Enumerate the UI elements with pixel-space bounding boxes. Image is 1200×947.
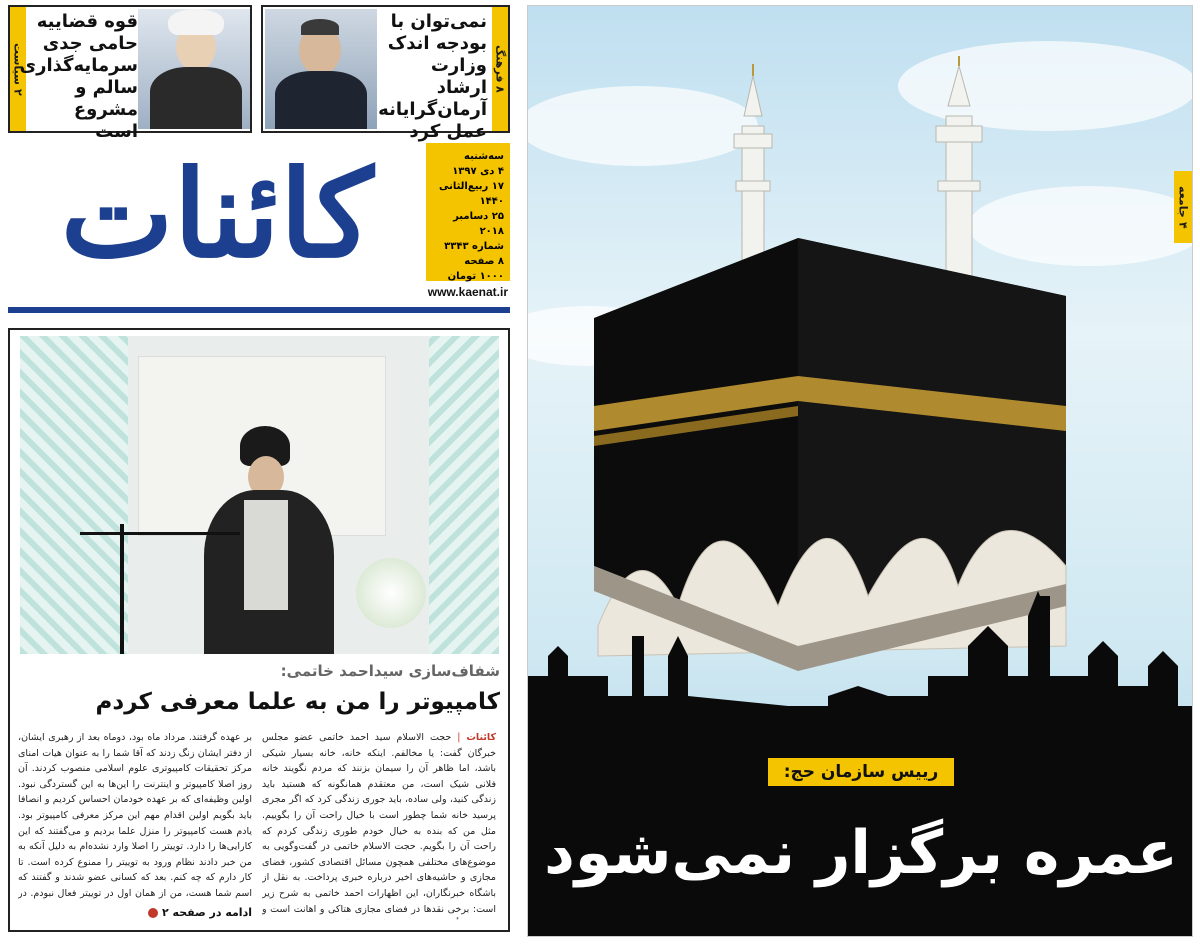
section-tag-label: فرهنگ (493, 44, 507, 83)
byline-bar: | (451, 732, 461, 743)
photo-pattern-right (429, 336, 499, 654)
lead-headline[interactable]: کامپیوتر را من به علما معرفی کردم (95, 689, 500, 715)
section-tag-label: سیاست (11, 42, 25, 85)
section-tag-page: ۴ (1176, 221, 1190, 229)
date-line: ۱۰۰۰ تومان (447, 271, 504, 282)
lead-column-right (262, 730, 496, 920)
cover-headline[interactable]: عمره برگزار نمی‌شود (544, 818, 1178, 888)
date-line: ۱۷ ربیع‌الثانی ۱۴۴۰ (438, 181, 504, 207)
lead-body: حجت الاسلام سید احمد خاتمی عضو مجلس خبرگان گفت: یا مخالفم. اینکه خانه، خانه بسیار شیکی باشد، اما ظاهر آن را سیمان بزنند که مردم نگویند خانه فلانی شیک است، من معتقدم همانگونه که هستید باید زندگی کنید، ولی ساده، باید جوری زندگی کرد که اگر مجری پرسید خانه شما چطور است با خیال راحت آن را بگوییم. مثل من که بنده به خیال خودم طوری زندگی کردم که راحت آن را بگویم. حجت الاسلام خاتمی در گفت‌وگویی به موضوع‌های مختلفی همچون مسائل اقتصادی کشور، فضای مجازی و حاشیه‌های اخیر درباره خبری پرداخت. به نقل از باشگاه خبرنگاران، این اظهارات احمد خاتمی به شرح زیر است: برخی نقدها در فضای مجازی هتاکی و اهانت است و (262, 732, 496, 915)
teaser-line: است (95, 121, 138, 142)
teaser-line: نمی‌توان با (390, 11, 487, 32)
section-tag-culture (492, 7, 508, 131)
date-line: سه‌شنبه (464, 151, 504, 162)
cover-kicker (768, 758, 954, 786)
teaser-line: عمل کرد (409, 121, 487, 142)
teaser-line: حامی جدی (42, 33, 138, 54)
masthead-date-box (426, 143, 510, 281)
teaser-line: وزارت ارشاد (430, 55, 487, 98)
masthead-logo-panel (8, 143, 426, 307)
masthead (8, 143, 510, 313)
teaser-portrait-cleric (138, 9, 250, 129)
teaser-line: سالم و مشروع (73, 77, 138, 120)
masthead-url[interactable]: www.kaenat.ir (427, 285, 508, 299)
section-tag-label: جامعه (1176, 185, 1190, 218)
continue-link[interactable] (18, 906, 252, 919)
teaser-line: بودجه اندک (387, 33, 487, 54)
section-tag-page: ۲ (11, 88, 25, 96)
masthead-logo: کائنات (60, 144, 374, 285)
teaser-headline (379, 11, 487, 143)
lead-column-left (18, 730, 252, 902)
photo-speaker (196, 426, 346, 654)
teaser-line: سرمایه‌گذاری (19, 55, 138, 76)
teaser-line: آرمان‌گرایانه (378, 99, 487, 120)
date-line: شماره ۳۳۴۳ (444, 241, 504, 252)
teaser-headline (19, 11, 138, 143)
photo-mic-stand (120, 524, 124, 654)
cover-story[interactable] (527, 5, 1193, 937)
date-line: ۴ دی ۱۳۹۷ (452, 166, 504, 177)
continue-arrow-icon (148, 908, 158, 918)
photo-flowers (356, 558, 426, 628)
date-line: ۸ صفحه (464, 256, 504, 267)
teaser-judiciary[interactable] (8, 5, 252, 142)
teaser-portrait-minister (265, 9, 377, 129)
lead-article-photo (20, 336, 499, 654)
teaser-culture[interactable] (261, 5, 510, 142)
cover-kicker-text: رییس سازمان حج: (783, 762, 939, 782)
lead-column-right-text (262, 730, 496, 920)
section-tag-page: ۸ (493, 86, 507, 94)
photo-mic-arm (80, 532, 240, 535)
date-line: ۲۵ دسامبر ۲۰۱۸ (453, 211, 504, 237)
kaaba (594, 238, 1066, 671)
section-tag-society (1174, 171, 1192, 243)
teaser-line: قوه قضاییه (36, 11, 138, 32)
photo-pattern-left (20, 336, 128, 654)
lead-kicker: شفاف‌سازی سیداحمد خاتمی: (280, 662, 500, 680)
continue-text: ادامه در صفحه ۲ (162, 906, 252, 919)
lead-column-left-text: بر عهده گرفتند. مرداد ماه بود، دوماه بعد از رهبری ایشان، از دفتر ایشان زنگ زدند که آقا شما را به عنوان هیات امنای مرکز تحقیقات کامپیوتری علوم اسلامی منصوب کردند. آن روز اصلا کامپیوتر و اینترنت را این‌ها به این گستردگی نبود. اولین وظیفه‌ای که بر عهده خودمان احساس کردیم و انصافا باید بگویم اولین اقدام مهم این مرکز معرفی کامپیوتر بود. یادم هست کامپیوتر را منزل علما بردیم و می‌گفتند که این کارایی‌ها را دارد. توییتر را اصلا وارد نشده‌ام به دلیل آنکه به من خبر دادند نظام ورود به توییتر را ممنوع کرده است. تا کار دارم که چه کنم. بعد که کسانی عضو شدند و گفتند که اسم شما هست، من از همان اول در توییتر فعال نبودم. در (18, 732, 252, 899)
byline: کائنات (466, 732, 496, 743)
